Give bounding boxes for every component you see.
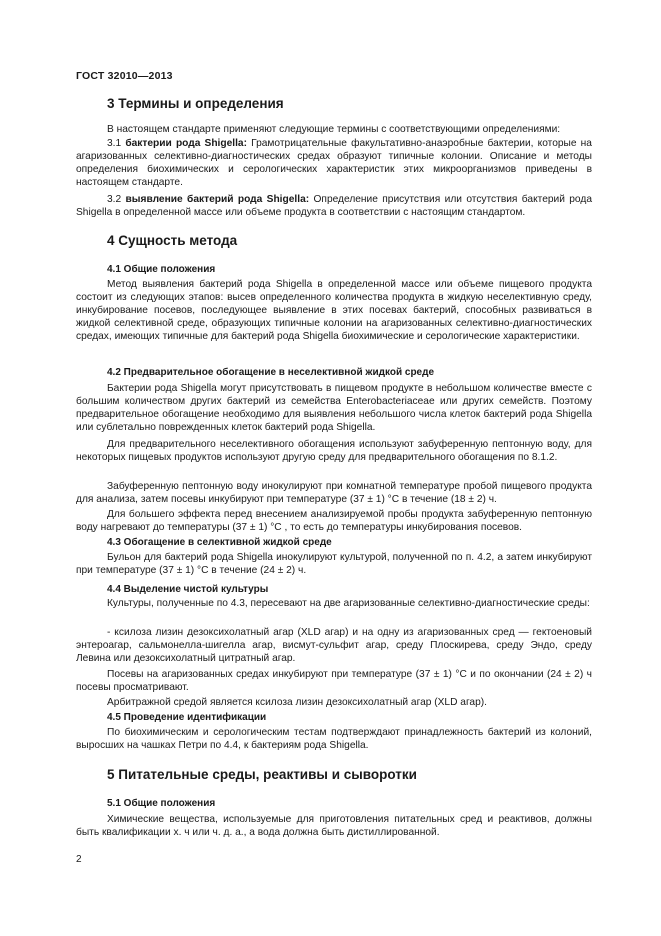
term-3-2-number: 3.2 (107, 194, 122, 205)
paragraph-4-4-a: Культуры, полученные по 4.3, пересевают на две агаризованные селективно-диагностические среды: (107, 598, 590, 609)
subsection-4-4-title: 4.4 Выделение чистой культуры (107, 584, 269, 595)
term-3-2-definition: Определение присутствия или отсутствия бактерий рода Shigella в определенной массе или объеме продукта в соответствии с настоящим стандартом. (76, 194, 592, 219)
paragraph-4-4-d: Арбитражной средой является ксилоза лизин дезоксихолатный агар (XLD агар). (107, 697, 487, 708)
paragraph-4-4-b: - ксилоза лизин дезоксихолатный агар (XLD агар) и на одну из агаризованных сред — гектоеновый энтероагар, сальмонелла-шигелла агар, висмут-сульфит агар, среду Плоскирева, среду Эндо, среду Левина или дезоксихолатный цитратный агар. (76, 627, 592, 665)
term-3-1-term: бактерии рода Shigella: (125, 138, 247, 149)
paragraph-4-4-c: Посевы на агаризованных средах инкубируют при температуре (37 ± 1) °С и по окончании (24 ± 2) ч посевы просматривают. (76, 669, 592, 694)
paragraph-5-1: Химические вещества, используемые для приготовления питательных сред и реактивов, должны быть квалификации х. ч или ч. д. а., а вода должна быть дистиллированной. (76, 814, 592, 839)
subsection-4-3-title: 4.3 Обогащение в селективной жидкой среде (107, 537, 332, 548)
term-3-1-number: 3.1 (107, 138, 122, 149)
section-5-title: 5 Питательные среды, реактивы и сыворотки (107, 767, 417, 782)
section-3-intro: В настоящем стандарте применяют следующие термины с соответствующими определениями: (107, 124, 561, 135)
subsection-4-5-title: 4.5 Проведение идентификации (107, 712, 267, 723)
section-4-title: 4 Сущность метода (107, 233, 238, 248)
paragraph-4-3: Бульон для бактерий рода Shigella инокулируют культурой, полученной по п. 4.2, а затем инкубируют при температуре (37 ± 1) °С в течение (24 ± 2) ч. (76, 552, 592, 577)
paragraph-4-2-a: Бактерии рода Shigella могут присутствовать в пищевом продукте в небольшом количестве вместе с большим количеством других бактерий из семейства Enterobacteriaceae или других семейств. Поэтому предварительное обогащение необходимо для выявления небольшого числа клеток бактерий рода Shigella или сублетально поврежденных клеток бактерий рода Shigella. (76, 383, 592, 434)
paragraph-4-2-c: Забуференную пептонную воду инокулируют при комнатной температуре пробой пищевого продукта для анализа, затем посевы инкубируют при температуре (37 ± 1) °С в течение (18 ± 2) ч. (76, 481, 592, 506)
subsection-5-1-title: 5.1 Общие положения (107, 798, 216, 809)
term-3-1 (76, 137, 592, 189)
subsection-4-1-title: 4.1 Общие положения (107, 264, 216, 275)
document-header: ГОСТ 32010—2013 (76, 70, 173, 82)
page-number: 2 (76, 854, 82, 865)
term-3-1-definition: Грамотрицательные факультативно-анаэробные бактерии, которые на агаризованных селективно-диагностических средах образуют типичные колонии. Описание и методы определения биохимических и серологических характеристик этих микроорганизмов приведены в настоящем стандарте. (76, 138, 592, 189)
paragraph-4-2-d: Для большего эффекта перед внесением анализируемой пробы продукта забуференную пептонную воду нагревают до температуры (37 ± 1) °С , то есть до температуры инкубирования посевов. (76, 509, 592, 534)
paragraph-4-2-b: Для предварительного неселективного обогащения используют забуференную пептонную воду, для некоторых пищевых продуктов используют другую среду для предварительного обогащения по 8.1.2. (76, 439, 592, 464)
term-3-2-term: выявление бактерий рода Shigella: (125, 194, 310, 205)
section-3-title: 3 Термины и определения (107, 96, 284, 111)
subsection-4-2-title: 4.2 Предварительное обогащение в неселективной жидкой среде (107, 367, 435, 378)
paragraph-4-5: По биохимическим и серологическим тестам подтверждают принадлежность бактерий из колоний, выросших на чашках Петри по 4.4, к бактериям рода Shigella. (76, 727, 592, 752)
term-3-2 (76, 193, 592, 219)
paragraph-4-1: Метод выявления бактерий рода Shigella в определенной массе или объеме пищевого продукта состоит из следующих этапов: высев определенного количества продукта в жидкую неселективную среду, инкубирование посевов, последующее выявление в этих посевах бактерий, способных развиваться в жидкой селективной среде, образующих типичные колонии на агаризованных селективно-диагностических средах, имеющих типичные для бактерий рода Shigella биохимические и серологические характеристики. (76, 279, 592, 343)
